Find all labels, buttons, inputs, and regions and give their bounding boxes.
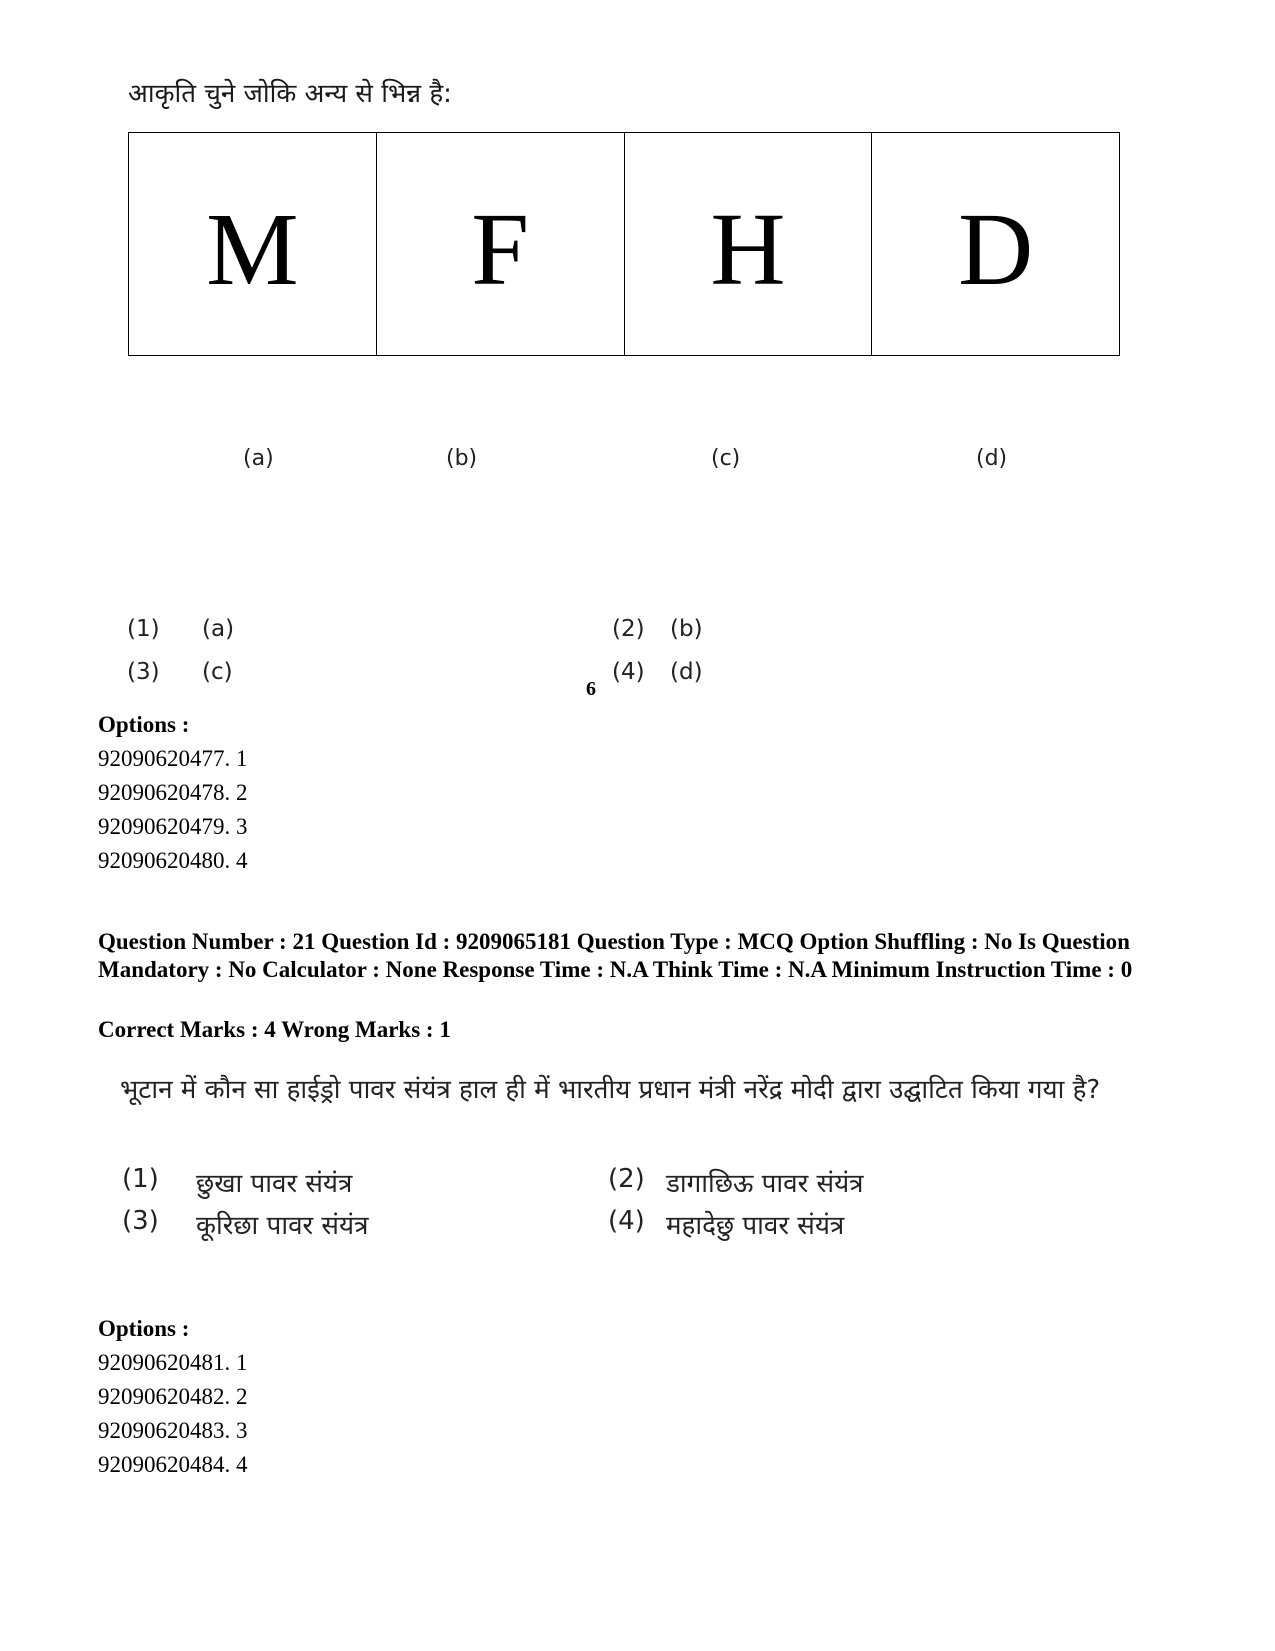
figure-cell-c: H <box>625 133 873 355</box>
choice-number: (1) <box>122 1164 159 1194</box>
question-heading: आकृति चुने जोकि अन्य से भिन्न है: <box>128 79 452 109</box>
question-meta: Question Number : 21 Question Id : 9209065181 Question Type : MCQ Option Shuffling : No Is Question Mandatory : No Calculator : None Response Time : N.A Think Time : N.A Minimum Instruction Time : 0 <box>98 929 1133 982</box>
figure-label-c: (c) <box>711 446 741 471</box>
choice-number: (2) <box>612 616 645 642</box>
figure-cell-b: F <box>377 133 625 355</box>
options-title: Options : <box>98 1316 190 1341</box>
choice-value: (a) <box>202 616 235 642</box>
marks-line: Correct Marks : 4 Wrong Marks : 1 <box>98 1017 451 1042</box>
choice-number: (4) <box>608 1206 645 1236</box>
choice-value: छुखा पावर संयंत्र <box>196 1169 353 1199</box>
choice-value: (b) <box>670 616 703 642</box>
option-item: 92090620484. 4 <box>98 1452 248 1477</box>
option-item: 92090620477. 1 <box>98 746 248 771</box>
figure-box <box>128 132 1120 356</box>
option-item: 92090620480. 4 <box>98 848 248 873</box>
choice-value: (c) <box>202 659 233 685</box>
figure-label-a: (a) <box>243 446 274 471</box>
figure-cell-d: D <box>958 192 1034 307</box>
option-item: 92090620478. 2 <box>98 780 248 805</box>
figure-label-b: (b) <box>446 446 478 471</box>
choice-number: (1) <box>127 616 160 642</box>
choice-value: (d) <box>670 659 703 685</box>
option-item: 92090620481. 1 <box>98 1350 248 1375</box>
question-text: भूटान में कौन सा हाईड्रो पावर संयंत्र हाल ही में भारतीय प्रधान मंत्री नरेंद्र मोदी द्वारा उद्घाटित किया गया है? <box>120 1075 1101 1105</box>
choice-number: (3) <box>127 659 160 685</box>
page-number: 6 <box>586 678 596 700</box>
choice-number: (2) <box>608 1164 645 1194</box>
option-item: 92090620479. 3 <box>98 814 248 839</box>
choice-value: डागाछिऊ पावर संयंत्र <box>666 1169 864 1199</box>
choice-number: (3) <box>122 1206 159 1236</box>
figure-label-d: (d) <box>976 446 1008 471</box>
option-item: 92090620482. 2 <box>98 1384 248 1409</box>
choice-value: महादेछु पावर संयंत्र <box>666 1211 845 1241</box>
option-item: 92090620483. 3 <box>98 1418 248 1443</box>
figure-cell-a: M <box>129 133 377 355</box>
options-title: Options : <box>98 712 190 737</box>
choice-value: कूरिछा पावर संयंत्र <box>196 1211 369 1241</box>
choice-number: (4) <box>612 659 645 685</box>
